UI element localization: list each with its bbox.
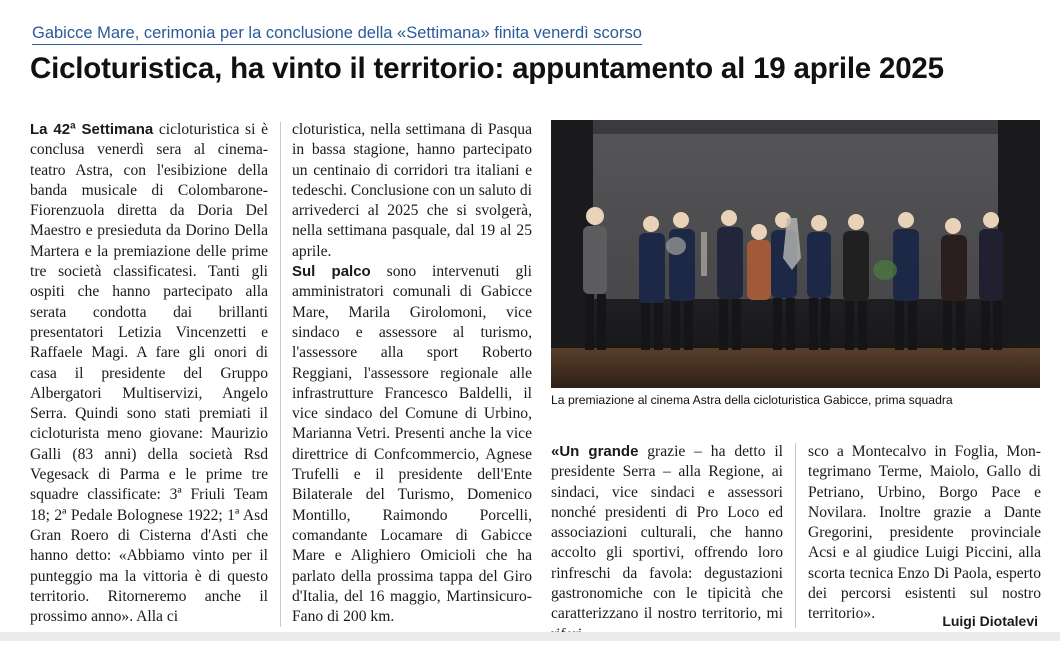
column-rule (280, 122, 281, 627)
article-column-3 (551, 442, 783, 645)
article-column-2 (292, 120, 532, 627)
column-text: cicloturistica si è conclusa venerdì sera al cinema-teatro Astra, con l'esibizione della banda musicale di Colombarone-Fiorenzuola diretta da Doria Del Maestro e presieduta da Dorino Della Martera e la premiazione delle prime tre società classificatesi. Tanti gli ospiti che hanno partecipato alla serata condotta dai brillanti presentatori Letizia Vincenzetti e Raffaele Magi. A fare gli onori di casa il presidente del Gruppo Albergatori Multiservizi, Angelo Serra. Quindi sono stati premiati il cicloturista meno giovane: Maurizio Galli (83 anni) della società Rsd Vegesack di Parma e le prime tre squadre classificate: 3ª Friuli Team 18; 2ª Pedale Bolognese 1922; 1ª Asd Gran Roero di Cisterna d'Asti che hanno detto: «Abbiamo vinto per il punteggio ma la vittoria è di questo territorio. Ritorneremo anche il prossimo anno». Alla ci (30, 121, 268, 626)
article-column-4 (808, 442, 1041, 625)
lead-in: Sul palco (292, 263, 371, 281)
kicker: Gabicce Mare, cerimonia per la conclusione della «Settimana» finita venerdì scorso (32, 24, 642, 45)
article-column-1 (30, 120, 268, 627)
author-signature: Luigi Diotalevi (942, 613, 1038, 629)
photo-caption: La premiazione al cinema Astra della cicloturistica Gabicce, prima squadra (551, 393, 953, 407)
headline: Cicloturistica, ha vinto il territorio: appuntamento al 19 aprile 2025 (30, 52, 944, 85)
award-ceremony-photo (551, 120, 1040, 388)
page-bottom-band (0, 632, 1060, 641)
column-text: grazie – ha detto il presidente Serra – alla Regione, ai sindaci, vice sindaci e assessori nonché presidenti di Pro Loco ed associazioni culturali, che hanno accolto gli sportivi, offrendo loro rinfreschi da favola: degustazioni gastronomiche con le tipicità che caratterizzano il nostro territorio, mi (551, 443, 783, 623)
lead-in: «Un grande (551, 443, 639, 460)
column-text: sono intervenuti gli amministratori comunali di Gabicce Mare, Marila Girolomoni, vice sindaco e assessore al turismo, l'assessore alla sport Roberto Reggiani, l'assessore regionale alle infrastrutture Francesco Baldelli, il vice sindaco del Comune di Urbino, Marianna Vetri. Presenti anche la vice direttrice di Confcommercio, Agnese Trufelli e il presidente dell'Ente Bilaterale del Turismo, Domenico Montillo, Raimondo Porcelli, comandante Locamare di Gabicce Mare e Alighiero Omicioli che ha parlato della prossima tappa del Giro d'Italia, del 16 maggio, Martinsicuro-Fano di 200 km. (292, 263, 532, 626)
column-text: cloturistica, nella settimana di Pasqua in bassa stagione, hanno partecipato un centinaio di corridori tra italiani e tedeschi. Conclusione con un saluto di arrivederci al 2025 che si svolgerà, nella settimana pasquale, dal 19 al 25 aprile. (292, 121, 532, 260)
lead-in: La 42ª Settimana (30, 121, 154, 138)
column-text: sco a Montecalvo in Foglia, Montegrimano Terme, Maiolo, Gallo di Petriano, Urbino, Borgo Pace e Novilara. Inoltre grazie a Dante Gregorini, presidente provinciale Acsi e al giudice Luigi Piccini, alla scorta tecnica Enzo Di Paola, esperto dei percorsi esistenti sul nostro territorio». (808, 443, 1041, 623)
column-rule (795, 443, 796, 628)
